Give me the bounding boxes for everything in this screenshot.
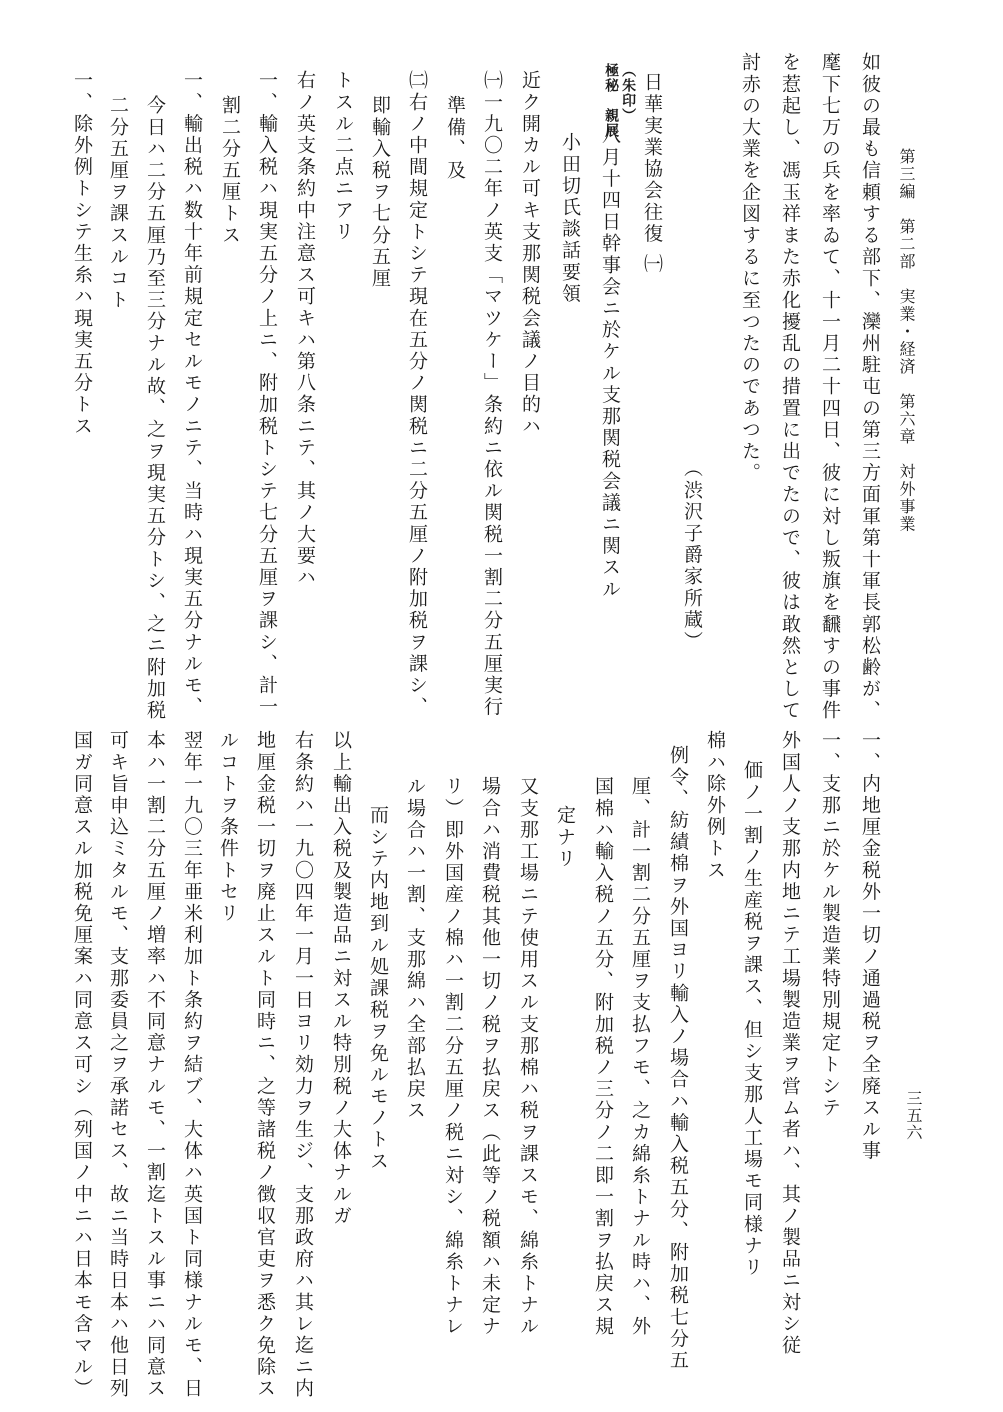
bottom-line: 一、支那ニ於ケル製造業特別規定トシテ	[819, 730, 841, 1119]
body-line: 一、輸入税ハ現実五分ノ上ニ、附加税トシテ七分五厘ヲ課シ、計一	[256, 70, 278, 718]
top-text-line: 麾下七万の兵を率ゐて、十一月二十四日、彼に対し叛旗を飜すの事件	[819, 52, 841, 722]
bottom-line: ルコトヲ条件トセリ	[217, 730, 239, 925]
top-text-line: を惹起し、馮玉祥また赤化擾乱の措置に出でたので、彼は敢然として	[779, 52, 801, 722]
body-line: 割二分五厘トス	[219, 95, 241, 247]
bottom-line: 又支那工場ニテ使用スル支那棉ハ税ヲ課スモ、綿糸トナル	[517, 776, 539, 1338]
bottom-line: 例令、紡績棉ヲ外国ヨリ輸入ノ場合ハ輸入税五分、附加税七分五	[667, 745, 689, 1372]
body-line: 小田切氏談話要領	[559, 132, 581, 305]
top-text-line: 如彼の最も信頼する部下、灤州駐屯の第三方面軍第十軍長郭松齢が、	[859, 52, 881, 722]
bottom-line: 定ナリ	[554, 805, 576, 870]
bottom-line: 右条約ハ一九〇四年一月一日ヨリ効力ヲ生ジ、支那政府ハ其レ迄ニ内	[292, 730, 314, 1400]
bottom-line: 可キ旨申込ミタルモ、支那委員之ヲ承諾セス、故ニ当時日本ハ他日列	[107, 730, 129, 1400]
body-line: 二分五厘ヲ課スルコト	[107, 95, 129, 311]
body-line: 今日ハ二分五厘乃至三分ナル故、之ヲ現実五分トシ、之ニ附加税	[144, 95, 166, 722]
body-line: トスル二点ニアリ	[332, 70, 354, 243]
bottom-line: 厘、計一割二分五厘ヲ支払フモ、之カ綿糸トナル時ハ、外	[629, 776, 651, 1338]
bottom-line: 国棉ハ輸入税ノ五分、附加税ノ三分ノ二即一割ヲ払戻ス規	[592, 776, 614, 1338]
bottom-line: 価ノ一割ノ生産税ヲ課ス、但シ支那人工場モ同様ナリ	[741, 760, 763, 1279]
bottom-line: リ）即外国産ノ棉ハ一割二分五厘ノ税ニ対シ、綿糸トナレ	[442, 776, 464, 1338]
confidential-stamp: 極秘 親展	[603, 63, 620, 138]
running-header: 第三編 第二部 実業・経済 第六章 対外事業	[897, 148, 916, 533]
bottom-line: 以上輸出入税及製造品ニ対スル特別税ノ大体ナルガ	[330, 730, 352, 1227]
body-line: 一、輸出税ハ数十年前規定セルモノニテ、当時ハ現実五分ナルモ、	[181, 70, 203, 718]
bottom-line: ル場合ハ一割、支那綿ハ全部払戻ス	[404, 776, 426, 1122]
bottom-line: 地厘金税一切ヲ廃止スルト同時ニ、之等諸税ノ徴収官吏ヲ悉ク免除ス	[254, 730, 276, 1400]
bottom-line: 外国人ノ支那内地ニテ工場製造業ヲ営ム者ハ、其ノ製品ニ対シ従	[779, 730, 801, 1357]
seal-stamp-note: （朱印）	[620, 63, 637, 123]
bottom-line: 一、内地厘金税外一切ノ通過税ヲ全廃スル事	[859, 730, 881, 1162]
document-title: 日華実業協会往復 ㈠	[641, 72, 663, 276]
body-line: 準備、及	[444, 95, 466, 182]
top-text-line: 討赤の大業を企図するに至つたのであつた。	[739, 52, 761, 484]
body-line: 即輸入税ヲ七分五厘	[369, 95, 391, 290]
source-note: （渋沢子爵家所蔵）	[681, 458, 703, 653]
bottom-line: 場合ハ消費税其他一切ノ税ヲ払戻ス（此等ノ税額ハ未定ナ	[479, 776, 501, 1338]
bottom-line: 翌年一九〇三年亜米利加ト条約ヲ結ブ、大体ハ英国ト同様ナルモ、日	[181, 730, 203, 1400]
bottom-line: 本ハ一割二分五厘ノ増率ハ不同意ナルモ、一割迄トスル事ニハ同意ス	[144, 730, 166, 1400]
bottom-line: 国ガ同意スル加税免厘案ハ同意ス可シ（列国ノ中ニハ日本モ含マル）	[71, 730, 93, 1400]
body-line: 右ノ英支条約中注意ス可キハ第八条ニテ、其ノ大要ハ	[294, 70, 316, 589]
body-line: 八月十四日幹事会ニ於ケル支那関税会議ニ関スル	[599, 125, 621, 601]
bottom-line: 棉ハ除外例トス	[704, 730, 726, 882]
page-number: 三五六	[904, 1090, 923, 1141]
bottom-line: 而シテ内地到ル処課税ヲ免ルモノトス	[367, 805, 389, 1173]
body-line: ㈠一九〇二年ノ英支「マツケー」条約ニ依ル関税一割二分五厘実行	[481, 70, 503, 718]
body-line: 一、除外例トシテ生糸ハ現実五分トス	[71, 70, 93, 438]
body-line: ㈡右ノ中間規定トシテ現在五分ノ関税ニ二分五厘ノ附加税ヲ課シ、	[406, 70, 428, 718]
body-line: 近ク開カル可キ支那関税会議ノ目的ハ	[519, 70, 541, 438]
